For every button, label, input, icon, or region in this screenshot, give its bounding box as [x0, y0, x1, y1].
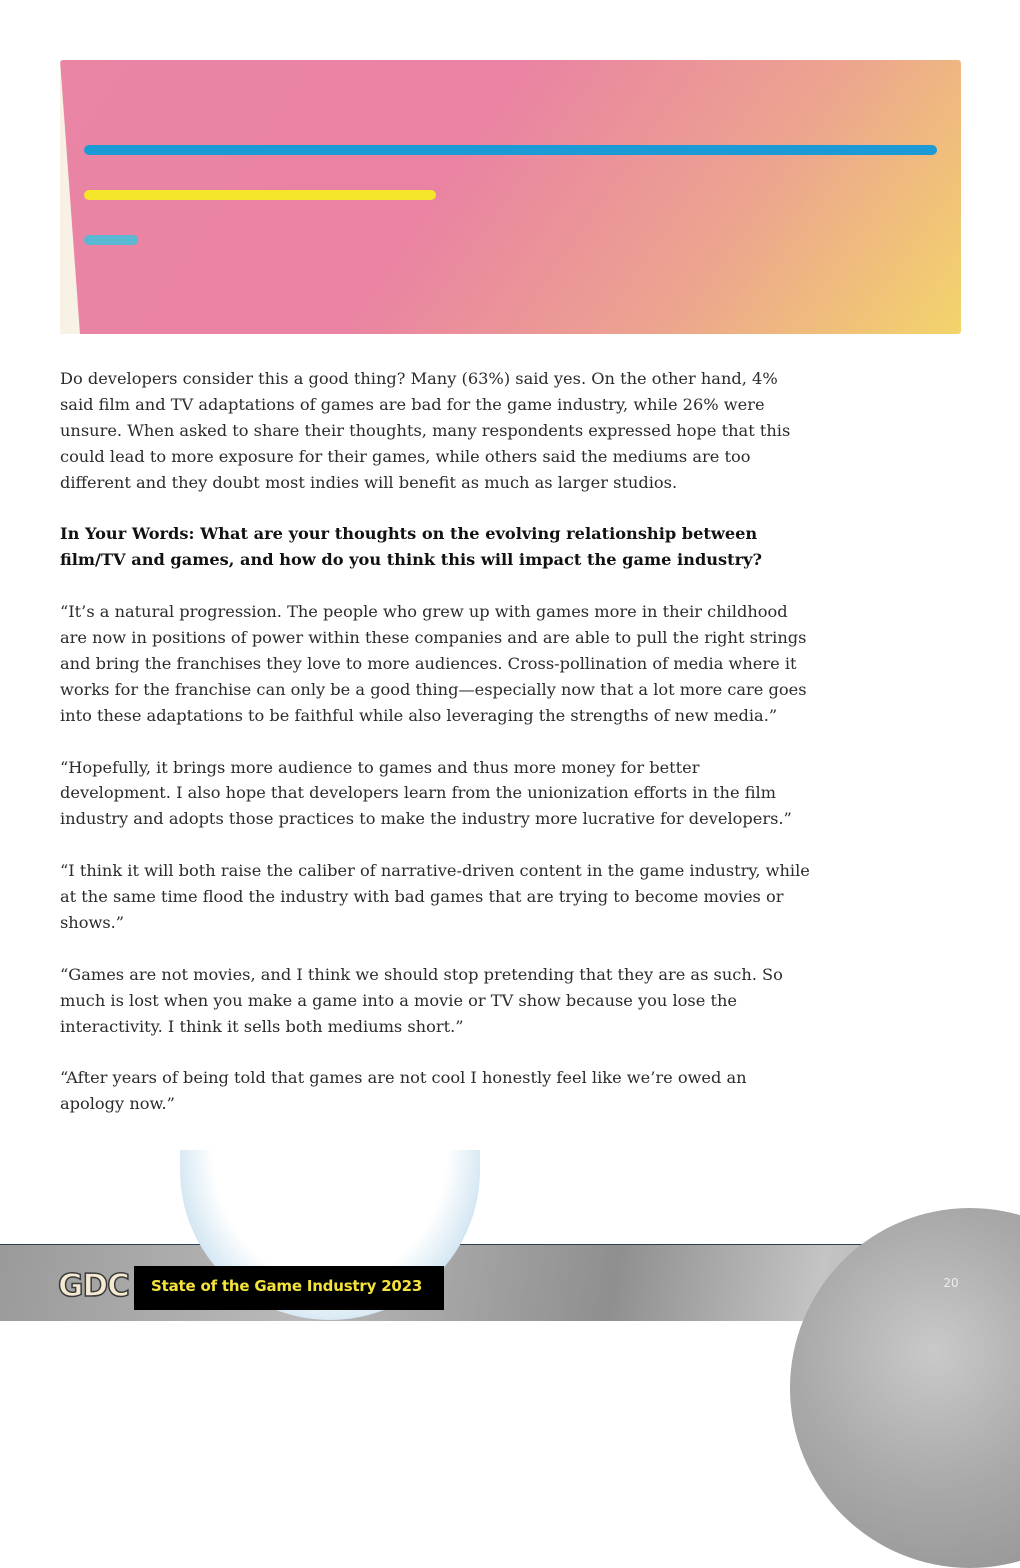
report-title-box	[134, 1266, 444, 1310]
quote: “I think it will both raise the caliber of narrative-driven content in the game industry, while at the same time flood the industry with bad games that are trying to become movies or shows.”	[60, 861, 810, 932]
report-title: State of the Game Industry 2023	[151, 1277, 423, 1295]
quote: “Hopefully, it brings more audience to games and thus more money for better development. I also hope that developers learn from the unionization efforts in the film industry and adopts those practices to make the industry more lucrative for developers.”	[60, 757, 792, 829]
quote: “After years of being told that games are not cool I honestly feel like we’re owed an apology now.”	[60, 1068, 747, 1114]
gdc-logo: GDC	[58, 1268, 129, 1304]
bar-good-for-the-game-industry	[84, 145, 937, 155]
bar-unsure	[84, 190, 436, 200]
intro-paragraph: Do developers consider this a good thing? Many (63%) said yes. On the other hand, 4% said film and TV adaptations of games are bad for the game industry, while 26% were unsure. When asked to share their thoughts, many respondents expressed hope that this could lead to more exposure for their games, while others said the mediums are too different and they doubt most indies will benefit as much as larger studios.	[60, 369, 791, 492]
survey-question: In Your Words: What are your thoughts on the evolving relationship between film/TV and games, and how do you think this will impact the game industry?	[60, 524, 763, 570]
page-number: 20	[943, 1276, 959, 1290]
bar-chart	[60, 60, 961, 334]
quote: “Games are not movies, and I think we should stop pretending that they are as such. So much is lost when you make a game into a movie or TV show because you lose the interactivity. I think it sells both mediums short.”	[60, 964, 783, 1036]
quote: “It’s a natural progression. The people who grew up with games more in their childhood are now in positions of power within these companies and are able to pull the right strings and bring the franchises they love to more audiences. Cross-pollination of media where it works for the franchise can only be a good thing—especially now that a lot more care goes into these adaptations to be faithful while also leveraging the strengths of new media.”	[60, 602, 807, 725]
bar-bad-for-the-game-industry	[84, 235, 138, 245]
article-body	[60, 366, 810, 1143]
bars-plot	[60, 60, 961, 334]
